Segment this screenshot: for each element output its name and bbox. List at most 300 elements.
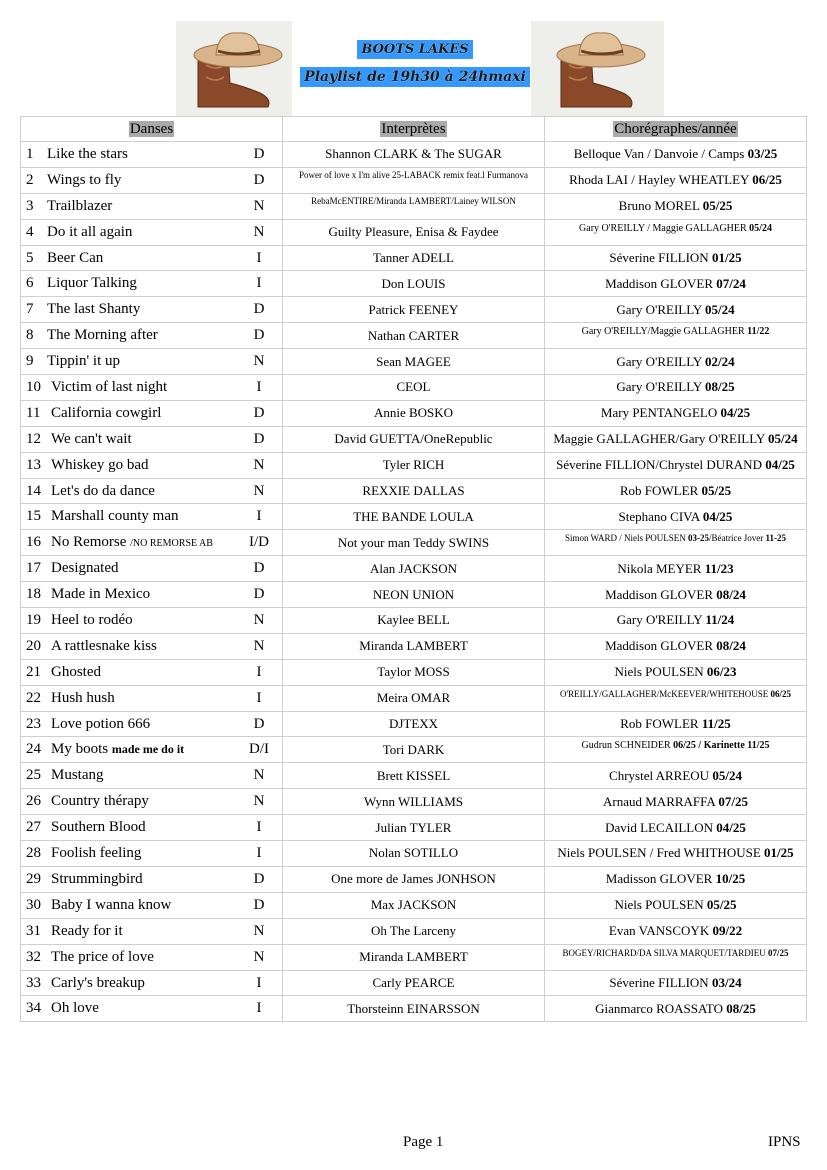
dance-number: 3 — [26, 197, 34, 214]
choreography-date: 07/25 — [718, 793, 748, 809]
artist-cell: Meira OMAR — [283, 685, 545, 711]
dance-title: We can't wait — [51, 430, 132, 447]
choreography-date: 07/25 — [768, 947, 789, 958]
dance-title: A rattlesnake kiss — [51, 637, 157, 654]
dance-level: N — [253, 223, 265, 240]
table-row — [21, 245, 807, 271]
table-row — [21, 452, 807, 478]
table-row — [21, 142, 807, 168]
dance-number: 24 — [26, 741, 41, 758]
choreographer-names: Gary O'REILLY — [616, 353, 706, 369]
choreographer-names: Mary PENTANGELO — [600, 405, 721, 421]
dance-title: Tippin' it up — [47, 353, 121, 370]
dance-title: Hush hush — [51, 689, 115, 706]
choreographer-names: Maddison GLOVER — [605, 638, 717, 654]
choreography-date: 11/22 — [747, 326, 770, 338]
dance-level: N — [253, 767, 265, 784]
dance-number: 5 — [26, 249, 34, 266]
artist-cell: Nathan CARTER — [283, 323, 545, 349]
choreographer-cell — [545, 841, 807, 867]
dance-level: D — [253, 430, 265, 447]
dance-level: D — [253, 327, 265, 344]
choreographer-names: O'REILLY/GALLAGHER/McKEEVER/WHITEHOUSE — [560, 688, 771, 699]
dance-level: I — [256, 275, 262, 292]
dance-number: 27 — [26, 819, 41, 836]
dance-cell — [21, 918, 283, 944]
dance-level: N — [253, 482, 265, 499]
dance-title: No Remorse — [51, 534, 127, 551]
dance-cell — [21, 659, 283, 685]
dance-name — [51, 534, 213, 551]
dance-number: 14 — [26, 482, 41, 499]
choreographer-cell — [545, 582, 807, 608]
dance-title: Strummingbird — [51, 870, 143, 887]
choreographer-cell — [545, 167, 807, 193]
artist-cell: One more de James JONHSON — [283, 866, 545, 892]
dance-name — [47, 198, 112, 215]
choreographer-cell — [545, 193, 807, 219]
dance-title: Heel to rodéo — [51, 612, 133, 629]
dance-level: D — [253, 715, 265, 732]
dance-title: Foolish feeling — [51, 845, 142, 862]
dance-name — [51, 457, 148, 474]
dance-name — [51, 716, 150, 733]
dance-name — [47, 250, 103, 267]
choreography-date: 04/25 — [702, 508, 733, 524]
dance-name — [51, 949, 154, 966]
choreography-date: 09/22 — [712, 923, 743, 939]
dance-name — [47, 146, 128, 163]
choreographer-names: Niels POULSEN — [614, 664, 707, 680]
dance-level: D — [253, 896, 265, 913]
artist-cell: Miranda LAMBERT — [283, 633, 545, 659]
artist-cell: Wynn WILLIAMS — [283, 789, 545, 815]
dance-title: Ghosted — [51, 663, 101, 680]
choreography-date: 11/23 — [704, 560, 734, 576]
choreographer-names: Gianmarco ROASSATO — [595, 1000, 727, 1016]
dance-cell — [21, 323, 283, 349]
choreographer-names: Stephano CIVA — [618, 508, 703, 524]
choreography-date: 05/25 — [702, 198, 733, 214]
dance-title: Like the stars — [47, 146, 128, 162]
dance-title: Ready for it — [51, 922, 123, 939]
choreography-date: 05/24 — [705, 301, 735, 317]
dance-cell — [21, 504, 283, 530]
choreography-date: 02/24 — [705, 353, 735, 369]
table-row — [21, 582, 807, 608]
dance-level: D — [253, 171, 265, 188]
artist-cell: Tanner ADELL — [283, 245, 545, 271]
page-number: Page 1 — [403, 1134, 444, 1150]
artist-cell: Annie BOSKO — [283, 400, 545, 426]
choreographer-cell — [545, 633, 807, 659]
choreographer-names: Maddison GLOVER — [605, 275, 717, 291]
dance-title: The Morning after — [47, 327, 158, 344]
ipns-label: IPNS — [768, 1134, 801, 1150]
dance-title: Country thérapy — [51, 793, 149, 810]
table-row — [21, 400, 807, 426]
dance-name — [51, 638, 157, 655]
choreographer-names: Gary O'REILLY — [616, 301, 706, 317]
dance-level: N — [253, 612, 265, 629]
choreographer-cell — [545, 711, 807, 737]
artist-cell: Julian TYLER — [283, 815, 545, 841]
dance-level: D — [253, 586, 265, 603]
dance-cell — [21, 349, 283, 375]
choreographer-names: Bruno MOREL — [618, 198, 703, 214]
choreographer-cell — [545, 918, 807, 944]
choreographer-cell — [545, 219, 807, 245]
dance-title: Wings to fly — [47, 171, 122, 188]
artist-cell: CEOL — [283, 375, 545, 401]
table-row — [21, 504, 807, 530]
artist-cell: DJTEXX — [283, 711, 545, 737]
table-row — [21, 478, 807, 504]
choreography-date: 07/24 — [716, 275, 746, 291]
dance-name — [51, 405, 161, 422]
dance-cell — [21, 633, 283, 659]
dance-cell — [21, 193, 283, 219]
dance-number: 29 — [26, 870, 41, 887]
dance-cell — [21, 271, 283, 297]
choreographer-names: Arnaud MARRAFFA — [603, 793, 719, 809]
dance-title: Trailblazer — [47, 197, 113, 214]
dance-number: 34 — [26, 1000, 41, 1017]
artist-cell: THE BANDE LOULA — [283, 504, 545, 530]
choreographer-names-extra: /Béatrice Jover — [709, 533, 766, 544]
dance-level: N — [253, 948, 265, 965]
dance-title: Beer Can — [47, 249, 104, 266]
dance-cell — [21, 789, 283, 815]
choreography-date: 05/24 — [712, 767, 742, 783]
column-header-choregraphes: Chorégraphes/année — [545, 117, 807, 142]
dance-cell — [21, 866, 283, 892]
dance-name — [51, 975, 145, 992]
choreography-date: 05/25 — [706, 897, 737, 913]
choreography-date: 11/25 — [701, 716, 731, 732]
table-row — [21, 323, 807, 349]
dance-level: I — [256, 819, 262, 836]
artist-cell: Shannon CLARK & The SUGAR — [283, 142, 545, 168]
dance-name — [51, 690, 115, 707]
dance-title: The last Shanty — [47, 301, 141, 318]
dance-level: I — [256, 1000, 262, 1017]
choreographer-names: Gudrun SCHNEIDER — [581, 740, 674, 752]
choreographer-names: Nikola MEYER — [617, 560, 705, 576]
dance-cell — [21, 142, 283, 168]
dance-number: 8 — [26, 327, 34, 344]
artist-cell: NEON UNION — [283, 582, 545, 608]
dance-cell — [21, 711, 283, 737]
dance-cell — [21, 452, 283, 478]
dance-cell — [21, 815, 283, 841]
artist-cell: RebaMcENTIRE/Miranda LAMBERT/Lainey WILSON — [283, 193, 545, 219]
choreographer-cell — [545, 504, 807, 530]
choreographer-names: Rhoda LAI / Hayley WHEATLEY — [569, 172, 753, 188]
choreographer-cell — [545, 815, 807, 841]
dance-name — [51, 431, 132, 448]
choreographer-names: Séverine FILLION — [609, 974, 712, 990]
choreographer-cell — [545, 996, 807, 1022]
artist-cell: Tyler RICH — [283, 452, 545, 478]
column-header-danses: Danses — [21, 117, 283, 142]
dance-cell — [21, 478, 283, 504]
dance-cell — [21, 375, 283, 401]
dance-number: 2 — [26, 171, 34, 188]
dance-name — [51, 586, 150, 603]
choreographer-names: Simon WARD / Niels POULSEN — [564, 533, 689, 544]
choreography-date: 08/25 — [726, 1000, 756, 1016]
choreography-date: 05/24 — [749, 222, 772, 234]
choreography-date: 01/25 — [764, 845, 794, 861]
dance-name — [51, 793, 149, 810]
dance-name — [51, 741, 184, 758]
table-row — [21, 996, 807, 1022]
table-row — [21, 219, 807, 245]
dance-name — [51, 612, 133, 629]
choreography-date: 03/24 — [711, 974, 742, 990]
dance-cell — [21, 219, 283, 245]
artist-cell: Guilty Pleasure, Enisa & Faydee — [283, 219, 545, 245]
dance-number: 23 — [26, 715, 41, 732]
dance-extra: /NO REMORSE AB — [130, 538, 213, 550]
choreography-date: 06/25 / Karinette 11/25 — [673, 740, 770, 752]
cowboy-boot-hat-image-right — [531, 21, 664, 117]
dance-cell — [21, 685, 283, 711]
choreographer-cell — [545, 400, 807, 426]
dance-cell — [21, 582, 283, 608]
choreographer-names: Gary O'REILLY — [616, 612, 706, 628]
dance-number: 9 — [26, 353, 34, 370]
choreography-date: 04/25 — [716, 819, 746, 835]
artist-cell: Don LOUIS — [283, 271, 545, 297]
choreography-date: 06/25 — [752, 172, 782, 188]
dance-level: D/I — [249, 741, 269, 758]
dance-level: N — [253, 197, 265, 214]
dance-name — [47, 224, 132, 241]
table-row — [21, 789, 807, 815]
dance-cell — [21, 167, 283, 193]
table-row — [21, 608, 807, 634]
choreographer-names: Gary O'REILLY — [616, 379, 706, 395]
choreographer-cell — [545, 426, 807, 452]
dance-name — [51, 845, 141, 862]
artist-cell: Oh The Larceny — [283, 918, 545, 944]
dance-level: D — [253, 301, 265, 318]
dance-title: Do it all again — [47, 223, 133, 240]
dance-number: 16 — [26, 534, 41, 551]
table-row — [21, 737, 807, 763]
table-row — [21, 685, 807, 711]
dance-title: Designated — [51, 560, 119, 577]
artist-cell: Tori DARK — [283, 737, 545, 763]
dance-title: Victim of last night — [51, 379, 168, 396]
dance-cell — [21, 608, 283, 634]
dance-title: Southern Blood — [51, 819, 146, 836]
choreography-date: 06/23 — [706, 664, 737, 680]
choreographer-cell — [545, 608, 807, 634]
choreographer-names: Gary O'REILLY / Maggie GALLAGHER — [579, 222, 750, 234]
dance-number: 12 — [26, 430, 41, 447]
dance-name — [51, 767, 104, 784]
choreographer-names: Séverine FILLION — [609, 250, 712, 265]
artist-cell: Max JACKSON — [283, 892, 545, 918]
choreographer-cell — [545, 763, 807, 789]
artist-cell: Patrick FEENEY — [283, 297, 545, 323]
dance-number: 10 — [26, 379, 41, 396]
choreographer-names: David LECAILLON — [605, 819, 717, 835]
artist-cell: Alan JACKSON — [283, 556, 545, 582]
dance-level: I/D — [249, 534, 269, 551]
dance-title: Baby I wanna know — [51, 896, 172, 913]
table-row — [21, 970, 807, 996]
dance-name — [51, 1000, 99, 1017]
choreography-date: 05/25 — [701, 483, 732, 499]
dance-number: 26 — [26, 793, 41, 810]
table-row — [21, 349, 807, 375]
choreographer-cell — [545, 866, 807, 892]
dance-name — [51, 483, 155, 500]
dance-name — [47, 275, 137, 292]
artist-cell: Thorsteinn EINARSSON — [283, 996, 545, 1022]
artist-cell: Kaylee BELL — [283, 608, 545, 634]
dance-level: N — [253, 637, 265, 654]
table-row — [21, 866, 807, 892]
table-row — [21, 375, 807, 401]
page-header — [0, 0, 827, 116]
choreographer-names: Madisson GLOVER — [605, 871, 716, 887]
dance-level: N — [253, 353, 265, 370]
dance-name — [47, 172, 121, 189]
dance-title: Marshall county man — [51, 508, 179, 525]
choreographer-names: Rob FOWLER — [620, 716, 702, 732]
dance-number: 28 — [26, 845, 41, 862]
dance-level: I — [256, 974, 262, 991]
choreographer-cell — [545, 556, 807, 582]
dance-number: 19 — [26, 612, 41, 629]
table-row — [21, 167, 807, 193]
dance-level: I — [256, 663, 262, 680]
dance-number: 33 — [26, 974, 41, 991]
dance-name — [51, 379, 167, 396]
choreographer-names: Evan VANSCOYK — [608, 923, 713, 939]
dance-cell — [21, 245, 283, 271]
choreography-date: 10/25 — [715, 871, 746, 887]
choreographer-names: Maddison GLOVER — [605, 586, 717, 602]
dance-name — [51, 508, 178, 525]
choreographer-names: Belloque Van / Danvoie / Camps — [573, 146, 748, 162]
choreography-date: 01/25 — [711, 250, 742, 265]
choreographer-cell — [545, 349, 807, 375]
dance-number: 11 — [26, 404, 41, 421]
dance-cell — [21, 892, 283, 918]
dance-number: 13 — [26, 456, 41, 473]
dance-cell — [21, 763, 283, 789]
artist-cell: Sean MAGEE — [283, 349, 545, 375]
choreographer-cell — [545, 892, 807, 918]
choreographer-cell — [545, 659, 807, 685]
table-row — [21, 892, 807, 918]
table-row — [21, 530, 807, 556]
dance-cell — [21, 996, 283, 1022]
table-row — [21, 711, 807, 737]
dance-cell — [21, 944, 283, 970]
dance-name — [51, 819, 146, 836]
dance-cell — [21, 970, 283, 996]
table-row — [21, 944, 807, 970]
dance-name — [47, 327, 158, 344]
dance-title: My boots — [51, 741, 109, 758]
artist-cell: Not your man Teddy SWINS — [283, 530, 545, 556]
dance-number: 15 — [26, 508, 41, 525]
dance-level: I — [256, 379, 262, 396]
choreographer-names: Gary O'REILLY/Maggie GALLAGHER — [581, 326, 748, 338]
artist-cell: Miranda LAMBERT — [283, 944, 545, 970]
choreographer-cell — [545, 530, 807, 556]
choreographer-cell — [545, 685, 807, 711]
dance-name — [47, 301, 140, 318]
dance-extra: made me do it — [111, 742, 185, 757]
choreography-date: 11/24 — [705, 612, 735, 628]
artist-cell: Brett KISSEL — [283, 763, 545, 789]
dance-title: Mustang — [51, 767, 104, 784]
table-row — [21, 556, 807, 582]
dance-cell — [21, 530, 283, 556]
dance-level: I — [256, 249, 262, 266]
choreography-date: 08/24 — [716, 586, 746, 602]
dance-level: N — [253, 793, 265, 810]
dance-title: The price of love — [51, 948, 154, 965]
dance-name — [47, 353, 120, 370]
choreographer-cell — [545, 375, 807, 401]
dance-name — [51, 560, 118, 577]
dance-level: I — [256, 508, 262, 525]
dance-cell — [21, 400, 283, 426]
dance-name — [51, 664, 101, 681]
dance-title: Whiskey go bad — [51, 456, 149, 473]
table-row — [21, 426, 807, 452]
choreographer-cell — [545, 789, 807, 815]
dance-level: D — [253, 404, 265, 421]
choreographer-names: Chrystel ARREOU — [609, 767, 713, 783]
cowboy-boot-hat-image-left — [176, 21, 292, 117]
artist-cell: Carly PEARCE — [283, 970, 545, 996]
dance-number: 1 — [26, 146, 34, 162]
table-row — [21, 633, 807, 659]
choreographer-names: Maggie GALLAGHER/Gary O'REILLY — [553, 431, 769, 447]
dance-name — [51, 897, 171, 914]
dance-name — [51, 923, 123, 940]
dance-name — [51, 871, 143, 888]
artist-cell: Power of love x I'm alive 25-LABACK remix feat.l Furmanova — [283, 167, 545, 193]
dance-level: N — [253, 456, 265, 473]
choreography-date: 03-25 — [688, 533, 710, 544]
dance-title: Liquor Talking — [47, 275, 137, 292]
playlist-table — [20, 116, 807, 1022]
dance-number: 4 — [26, 223, 34, 240]
playlist-subtitle: Playlist de 19h30 à 24hmaxi — [300, 67, 530, 87]
table-row — [21, 193, 807, 219]
dance-level: N — [253, 922, 265, 939]
venue-title: BOOTS LAKES — [357, 40, 472, 59]
table-row — [21, 841, 807, 867]
artist-cell: David GUETTA/OneRepublic — [283, 426, 545, 452]
dance-level: I — [256, 845, 262, 862]
dance-cell — [21, 556, 283, 582]
choreography-date-extra: 11-25 — [765, 533, 787, 544]
table-row — [21, 297, 807, 323]
choreographer-cell — [545, 271, 807, 297]
